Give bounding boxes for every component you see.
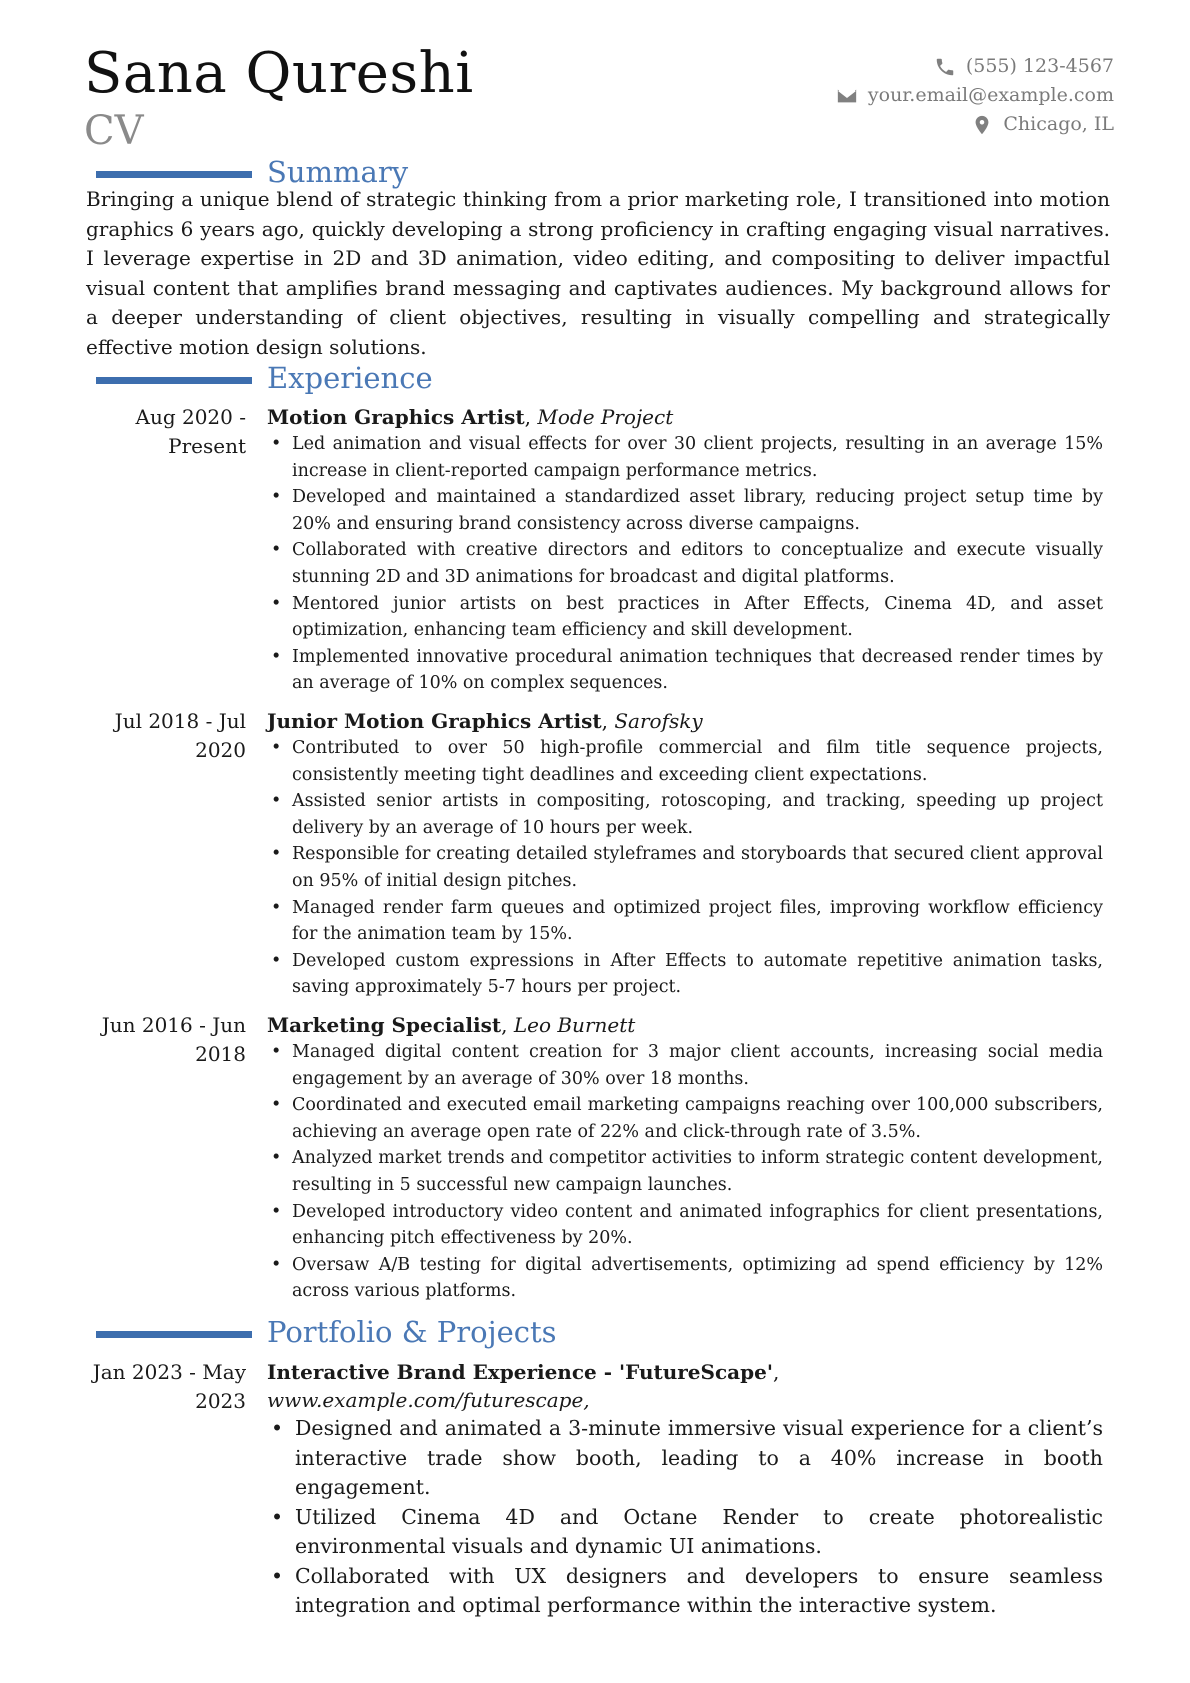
bullet-item: • Managed digital content creation for 3 major client accounts, increasing social media engagement by an average of 30% over 18 months.	[267, 1039, 1103, 1092]
bullet-item: • Contributed to over 50 high-profile commercial and film title sequence projects, consistently meeting tight deadlines and exceeding client expectations.	[267, 735, 1103, 788]
phone-text: (555) 123-4567	[965, 55, 1114, 77]
bullet-item: • Collaborated with creative directors and editors to conceptualize and execute visually stunning 2D and 3D animations for broadcast and digital platforms.	[267, 537, 1103, 590]
contact-block	[694, 52, 1114, 139]
summary-text: Bringing a unique blend of strategic thinking from a prior marketing role, I transitioned into motion graphics 6 years ago, quickly developing a strong proficiency in crafting engaging visual narratives. I leverage expertise in 2D and 3D animation, video editing, and compositing to deliver impactful visual content that amplifies brand messaging and captivates audiences. My background allows for a deeper understanding of client objectives, resulting in visually compelling and strategically effective motion design solutions.	[86, 187, 1110, 359]
entry-bullets	[267, 735, 1103, 1001]
bullet-item: • Collaborated with UX designers and developers to ensure seamless integration and optimal performance within the interactive system.	[267, 1562, 1103, 1621]
bullet-item: • Developed introductory video content and animated infographics for client presentations, enhancing pitch effectiveness by 20%.	[267, 1199, 1103, 1252]
section-title-experience: Experience	[267, 361, 433, 395]
entry-role: Junior Motion Graphics Artist	[267, 709, 602, 733]
experience-section-header	[0, 358, 1190, 398]
bullet-item: • Developed custom expressions in After Effects to automate repetitive animation tasks, saving approximately 5-7 hours per project.	[267, 948, 1103, 1001]
entry-date: Aug 2020 - Present	[135, 405, 246, 458]
entry-role: Marketing Specialist	[267, 1013, 502, 1037]
entry-bullets	[267, 1414, 1103, 1621]
entry-heading: Interactive Brand Experience - 'FutureScape', www.example.com/futurescape,	[267, 1360, 780, 1412]
envelope-icon	[836, 85, 858, 107]
bullet-item: • Mentored junior artists on best practices in After Effects, Cinema 4D, and asset optimization, enhancing team efficiency and skill development.	[267, 591, 1103, 644]
bullet-item: • Assisted senior artists in compositing, rotoscoping, and tracking, speeding up project delivery by an average of 10 hours per week.	[267, 788, 1103, 841]
bullet-item: • Implemented innovative procedural animation techniques that decreased render times by an average of 10% on complex sequences.	[267, 644, 1103, 697]
location-text: Chicago, IL	[1003, 113, 1114, 135]
entry-organization: Sarofsky	[614, 709, 703, 733]
bullet-item: • Managed render farm queues and optimized project files, improving workflow efficiency for the animation team by 15%.	[267, 895, 1103, 948]
entry-heading: Motion Graphics Artist, Mode Project	[267, 405, 674, 429]
document-subtitle: CV	[84, 108, 144, 154]
section-accent-bar	[96, 1331, 252, 1338]
section-accent-bar	[96, 377, 252, 384]
entry-bullets	[267, 1039, 1103, 1305]
entry-body	[267, 1011, 1103, 1305]
entry-body	[267, 707, 1103, 1001]
entry-organization: Mode Project	[537, 405, 674, 429]
entry-date: Jul 2018 - Jul 2020	[114, 709, 246, 762]
entry-organization: Leo Burnett	[513, 1013, 636, 1037]
section-title-projects: Portfolio & Projects	[267, 1315, 557, 1349]
entry-date: Jan 2023 - May 2023	[92, 1360, 246, 1413]
projects-section-header	[0, 1312, 1190, 1352]
entry-body	[267, 1358, 1103, 1621]
candidate-name: Sana Qureshi	[84, 41, 474, 106]
bullet-item: • Responsible for creating detailed styleframes and storyboards that secured client approval on 95% of initial design pitches.	[267, 841, 1103, 894]
project-url-link[interactable]: www.example.com/futurescape,	[267, 1388, 590, 1412]
entry-bullets	[267, 431, 1103, 697]
project-title: Interactive Brand Experience - 'FutureScape'	[267, 1360, 773, 1384]
contact-phone[interactable]	[694, 52, 1114, 81]
bullet-item: • Utilized Cinema 4D and Octane Render to create photorealistic environmental visuals and dynamic UI animations.	[267, 1503, 1103, 1562]
contact-location	[694, 110, 1114, 139]
section-title-summary: Summary	[267, 155, 409, 189]
entry-date: Jun 2016 - Jun 2018	[101, 1013, 246, 1066]
entry-body	[267, 403, 1103, 697]
bullet-item: • Designed and animated a 3-minute immersive visual experience for a client’s interactive trade show booth, leading to a 40% increase in booth engagement.	[267, 1414, 1103, 1503]
bullet-item: • Analyzed market trends and competitor activities to inform strategic content development, resulting in 5 successful new campaign launches.	[267, 1145, 1103, 1198]
contact-email[interactable]	[694, 81, 1114, 110]
map-pin-icon	[971, 114, 993, 136]
email-text: your.email@example.com	[867, 84, 1114, 106]
phone-icon	[934, 56, 956, 78]
bullet-item: • Coordinated and executed email marketing campaigns reaching over 100,000 subscribers, achieving an average open rate of 22% and click-through rate of 3.5%.	[267, 1092, 1103, 1145]
bullet-item: • Led animation and visual effects for over 30 client projects, resulting in an average 15% increase in client-reported campaign performance metrics.	[267, 431, 1103, 484]
entry-role: Motion Graphics Artist	[267, 405, 525, 429]
section-accent-bar	[96, 171, 252, 178]
entry-heading: Junior Motion Graphics Artist, Sarofsky	[267, 709, 703, 733]
entry-heading: Marketing Specialist, Leo Burnett	[267, 1013, 636, 1037]
bullet-item: • Oversaw A/B testing for digital advertisements, optimizing ad spend efficiency by 12% across various platforms.	[267, 1252, 1103, 1305]
bullet-item: • Developed and maintained a standardized asset library, reducing project setup time by 20% and ensuring brand consistency across diverse campaigns.	[267, 484, 1103, 537]
